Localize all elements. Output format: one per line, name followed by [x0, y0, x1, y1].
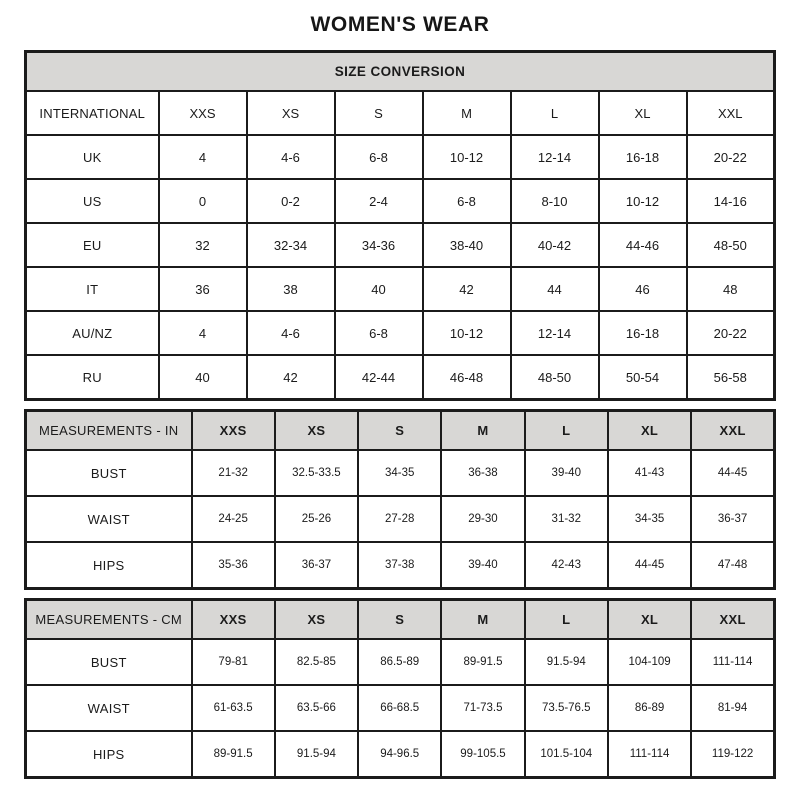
table-cell: 89-91.5	[441, 639, 524, 685]
table-cell: 44	[511, 267, 599, 311]
column-header: XXS	[159, 91, 247, 135]
column-header: S	[358, 411, 441, 451]
column-header: L	[511, 91, 599, 135]
row-label: IT	[26, 267, 159, 311]
table-cell: 32	[159, 223, 247, 267]
column-header: XL	[608, 411, 691, 451]
table-cell: 36	[159, 267, 247, 311]
table-cell: 48-50	[511, 355, 599, 400]
table-cell: 34-35	[608, 496, 691, 542]
measurements-in-table	[24, 409, 776, 590]
table-cell: 31-32	[525, 496, 608, 542]
size-conversion-table	[24, 50, 776, 401]
column-header: XS	[275, 411, 358, 451]
table-cell: 91.5-94	[525, 639, 608, 685]
table-cell: 24-25	[192, 496, 275, 542]
table-cell: 0	[159, 179, 247, 223]
table-cell: 16-18	[599, 311, 687, 355]
table-cell: 71-73.5	[441, 685, 524, 731]
row-label: HIPS	[26, 731, 192, 778]
row-label: HIPS	[26, 542, 192, 589]
column-header: XS	[247, 91, 335, 135]
header-row	[26, 91, 775, 135]
table-cell: 34-36	[335, 223, 423, 267]
table-cell: 47-48	[691, 542, 774, 589]
column-header: XXL	[691, 600, 774, 640]
table-cell: 66-68.5	[358, 685, 441, 731]
row-label: BUST	[26, 450, 192, 496]
table-cell: 39-40	[525, 450, 608, 496]
row-label: AU/NZ	[26, 311, 159, 355]
table-cell: 104-109	[608, 639, 691, 685]
table-cell: 6-8	[335, 311, 423, 355]
table-cell: 10-12	[423, 135, 511, 179]
column-header: XXS	[192, 411, 275, 451]
column-header: S	[335, 91, 423, 135]
table-cell: 6-8	[335, 135, 423, 179]
table-cell: 40	[159, 355, 247, 400]
table-row	[26, 223, 775, 267]
table-cell: 10-12	[423, 311, 511, 355]
table-cell: 42-43	[525, 542, 608, 589]
table-cell: 20-22	[687, 135, 775, 179]
table-cell: 94-96.5	[358, 731, 441, 778]
column-header: XXL	[687, 91, 775, 135]
table-cell: 10-12	[599, 179, 687, 223]
table-row	[26, 267, 775, 311]
table-cell: 21-32	[192, 450, 275, 496]
row-label: US	[26, 179, 159, 223]
table-cell: 40-42	[511, 223, 599, 267]
table-cell: 41-43	[608, 450, 691, 496]
row-label: EU	[26, 223, 159, 267]
table-cell: 111-114	[608, 731, 691, 778]
table-cell: 50-54	[599, 355, 687, 400]
row-label: RU	[26, 355, 159, 400]
table-cell: 101.5-104	[525, 731, 608, 778]
table-cell: 36-37	[691, 496, 774, 542]
table-row	[26, 135, 775, 179]
table-cell: 81-94	[691, 685, 774, 731]
corner-header: MEASUREMENTS - CM	[26, 600, 192, 640]
table-cell: 36-37	[275, 542, 358, 589]
row-label: BUST	[26, 639, 192, 685]
corner-header: MEASUREMENTS - IN	[26, 411, 192, 451]
column-header: M	[441, 411, 524, 451]
table-cell: 0-2	[247, 179, 335, 223]
table-cell: 44-46	[599, 223, 687, 267]
table-cell: 82.5-85	[275, 639, 358, 685]
row-label: WAIST	[26, 685, 192, 731]
table-cell: 37-38	[358, 542, 441, 589]
table-cell: 42-44	[335, 355, 423, 400]
column-header: S	[358, 600, 441, 640]
table-row	[26, 450, 775, 496]
table-cell: 86-89	[608, 685, 691, 731]
table-cell: 42	[423, 267, 511, 311]
table-cell: 56-58	[687, 355, 775, 400]
table-cell: 12-14	[511, 311, 599, 355]
table-cell: 32.5-33.5	[275, 450, 358, 496]
table-row	[26, 179, 775, 223]
row-label: WAIST	[26, 496, 192, 542]
table-cell: 14-16	[687, 179, 775, 223]
column-header: XL	[608, 600, 691, 640]
table-cell: 25-26	[275, 496, 358, 542]
table-cell: 34-35	[358, 450, 441, 496]
table-cell: 42	[247, 355, 335, 400]
table-cell: 16-18	[599, 135, 687, 179]
column-header: XXL	[691, 411, 774, 451]
table-cell: 39-40	[441, 542, 524, 589]
table-banner: SIZE CONVERSION	[26, 52, 775, 92]
table-row	[26, 311, 775, 355]
table-row	[26, 542, 775, 589]
column-header: L	[525, 600, 608, 640]
page-title: WOMEN'S WEAR	[310, 13, 490, 36]
table-cell: 40	[335, 267, 423, 311]
table-row	[26, 685, 775, 731]
banner-row	[26, 52, 775, 92]
table-cell: 4-6	[247, 311, 335, 355]
table-row	[26, 496, 775, 542]
table-cell: 91.5-94	[275, 731, 358, 778]
table-cell: 38-40	[423, 223, 511, 267]
column-header: XS	[275, 600, 358, 640]
table-cell: 119-122	[691, 731, 774, 778]
table-cell: 63.5-66	[275, 685, 358, 731]
table-cell: 4	[159, 311, 247, 355]
table-cell: 44-45	[608, 542, 691, 589]
table-cell: 32-34	[247, 223, 335, 267]
table-cell: 79-81	[192, 639, 275, 685]
column-header: XXS	[192, 600, 275, 640]
table-cell: 46-48	[423, 355, 511, 400]
table-cell: 6-8	[423, 179, 511, 223]
table-cell: 20-22	[687, 311, 775, 355]
table-cell: 99-105.5	[441, 731, 524, 778]
table-cell: 61-63.5	[192, 685, 275, 731]
table-cell: 89-91.5	[192, 731, 275, 778]
table-row	[26, 731, 775, 778]
table-row	[26, 355, 775, 400]
table-row	[26, 639, 775, 685]
table-cell: 46	[599, 267, 687, 311]
table-cell: 29-30	[441, 496, 524, 542]
table-cell: 35-36	[192, 542, 275, 589]
measurements-cm-table	[24, 598, 776, 779]
table-cell: 4-6	[247, 135, 335, 179]
column-header: L	[525, 411, 608, 451]
table-cell: 111-114	[691, 639, 774, 685]
column-header: M	[423, 91, 511, 135]
column-header: M	[441, 600, 524, 640]
header-row	[26, 411, 775, 451]
corner-header: INTERNATIONAL	[26, 91, 159, 135]
table-cell: 8-10	[511, 179, 599, 223]
table-cell: 86.5-89	[358, 639, 441, 685]
table-cell: 38	[247, 267, 335, 311]
column-header: XL	[599, 91, 687, 135]
row-label: UK	[26, 135, 159, 179]
table-cell: 48	[687, 267, 775, 311]
header-row	[26, 600, 775, 640]
table-cell: 4	[159, 135, 247, 179]
table-cell: 48-50	[687, 223, 775, 267]
table-cell: 12-14	[511, 135, 599, 179]
table-cell: 27-28	[358, 496, 441, 542]
table-cell: 2-4	[335, 179, 423, 223]
table-cell: 73.5-76.5	[525, 685, 608, 731]
table-cell: 44-45	[691, 450, 774, 496]
table-cell: 36-38	[441, 450, 524, 496]
